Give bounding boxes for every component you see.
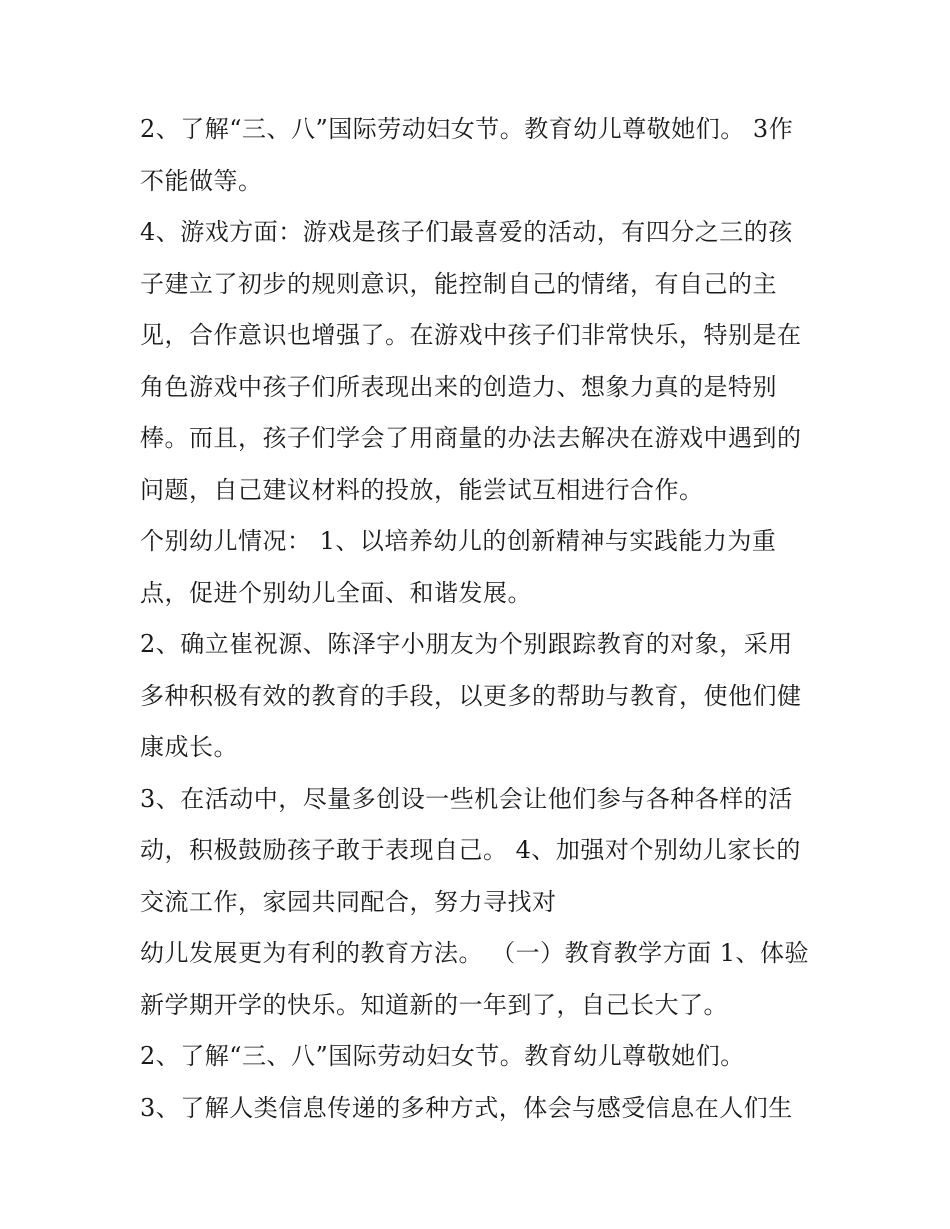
text-line: 2、了解“三、八”国际劳动妇女节。教育幼儿尊敬她们。 3作 bbox=[140, 115, 794, 143]
text-line: 3、了解人类信息传递的多种方式，体会与感受信息在人们生 bbox=[140, 1093, 793, 1122]
text-line: 子建立了初步的规则意识，能控制自己的情绪，有自己的主 bbox=[140, 269, 777, 298]
text-line: 2、了解“三、八”国际劳动妇女节。教育幼儿尊敬她们。 bbox=[140, 1042, 745, 1070]
text-line: 动，积极鼓励孩子敢于表现自己。 4、加强对个别幼儿家长的 bbox=[140, 836, 801, 864]
text-line: 幼儿发展更为有利的教育方法。 （一）教育教学方面 1、体验 bbox=[140, 939, 810, 967]
text-line: 角色游戏中孩子们所表现出来的创造力、想象力真的是特别 bbox=[140, 372, 777, 401]
text-line: 康成长。 bbox=[140, 733, 238, 761]
text-line: 多种积极有效的教育的手段，以更多的帮助与教育，使他们健 bbox=[140, 681, 802, 710]
text-line: 点，促进个别幼儿全面、和谐发展。 bbox=[140, 578, 532, 607]
text-line: 个别幼儿情况： 1、以培养幼儿的创新精神与实践能力为重 bbox=[140, 527, 777, 555]
text-line: 见，合作意识也增强了。在游戏中孩子们非常快乐，特别是在 bbox=[140, 321, 802, 349]
document-body bbox=[140, 104, 820, 1134]
text-line: 4、游戏方面：游戏是孩子们最喜爱的活动，有四分之三的孩 bbox=[140, 218, 793, 246]
text-line: 问题，自己建议材料的投放，能尝试互相进行合作。 bbox=[140, 475, 704, 504]
text-line: 棒。而且，孩子们学会了用商量的办法去解决在游戏中遇到的 bbox=[140, 424, 802, 452]
text-line: 交流工作，家园共同配合，努力寻找对 bbox=[140, 887, 557, 916]
text-line: 3、在活动中，尽量多创设一些机会让他们参与各种各样的活 bbox=[140, 784, 793, 813]
text-line: 2、确立崔祝源、陈泽宇小朋友为个别跟踪教育的对象，采用 bbox=[140, 630, 793, 658]
text-line: 新学期开学的快乐。知道新的一年到了，自己长大了。 bbox=[140, 990, 728, 1019]
text-line: 不能做等。 bbox=[140, 166, 263, 195]
